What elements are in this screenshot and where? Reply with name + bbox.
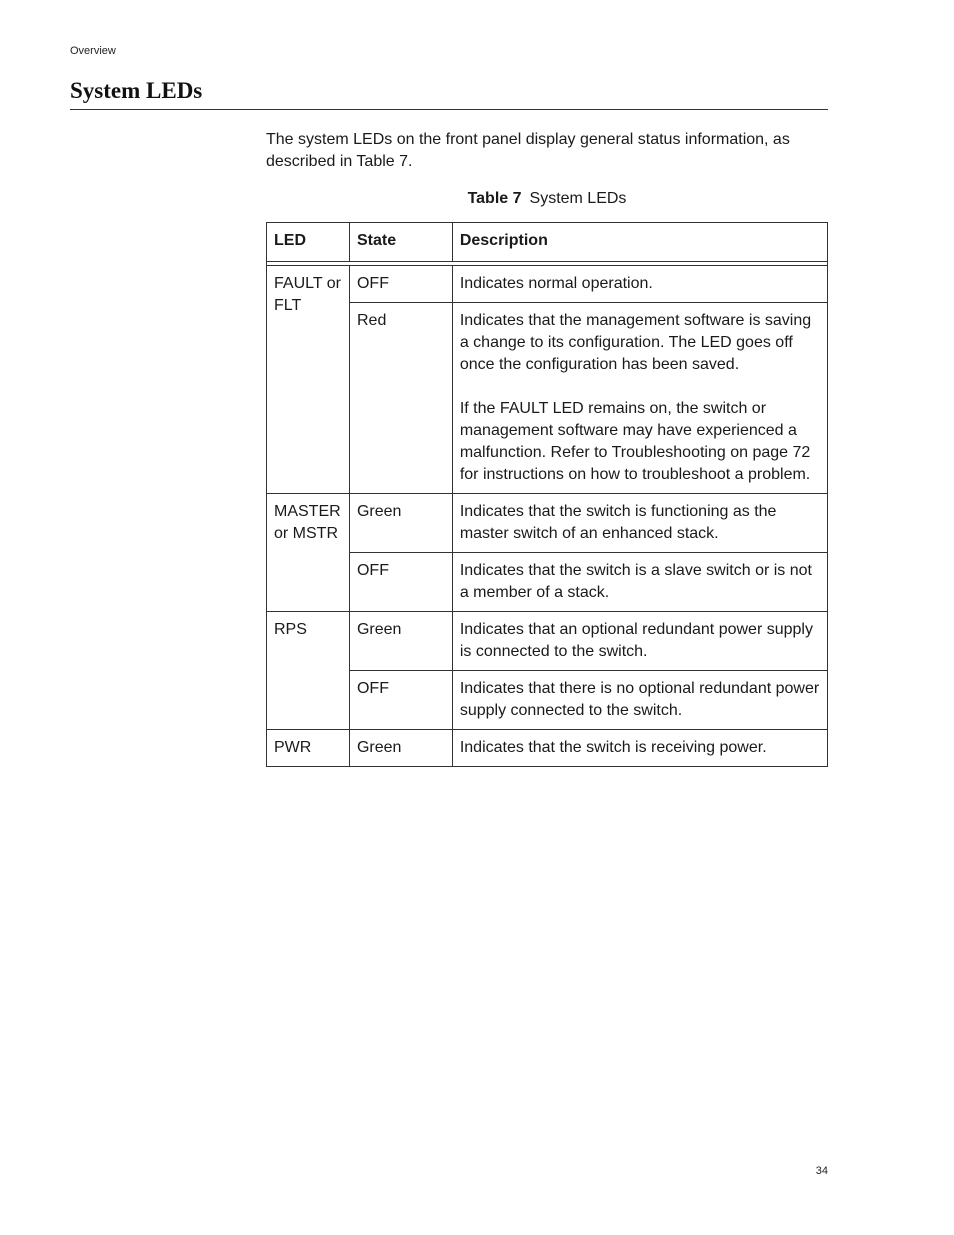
led-name-cell: FAULT or FLT [267, 266, 350, 494]
led-state-cell: Green [349, 730, 452, 767]
led-name-cell: MASTER or MSTR [267, 494, 350, 612]
description-paragraph: Indicates that the switch is receiving power. [459, 739, 767, 756]
page-number: 34 [815, 1165, 828, 1177]
description-paragraph: If the FAULT LED remains on, the switch or management software may have experienced a malfunction. Refer to Troubleshooting on page 72 for instructions on how to troubleshoot a problem. [459, 400, 811, 483]
description-paragraph: Indicates normal operation. [459, 275, 653, 292]
system-leds-table [266, 222, 828, 767]
intro-paragraph: The system LEDs on the front panel display general status information, as described in Table 7. [266, 131, 790, 170]
led-description-cell [452, 494, 827, 553]
header-state: State [349, 223, 452, 262]
table-caption [266, 188, 828, 210]
led-state-cell: OFF [349, 553, 452, 612]
table-caption-title: System LEDs [529, 190, 627, 207]
table-row [267, 303, 828, 494]
description-paragraph: Indicates that the switch is a slave switch or is not a member of a stack. [459, 562, 812, 601]
table-row [267, 266, 828, 303]
table-header-row [267, 223, 828, 262]
led-state-cell: Green [349, 494, 452, 553]
table-body [267, 262, 828, 767]
description-paragraph: Indicates that the switch is functioning as the master switch of an enhanced stack. [459, 503, 777, 542]
table-row [267, 730, 828, 767]
led-description-cell [452, 266, 827, 303]
description-paragraph: Indicates that the management software is saving a change to its configuration. The LED goes off once the configuration has been saved. [459, 312, 812, 373]
description-paragraph: Indicates that an optional redundant power supply is connected to the switch. [459, 621, 813, 660]
running-header: Overview [70, 45, 116, 57]
header-description: Description [452, 223, 827, 262]
table-row [267, 671, 828, 730]
led-description-cell [452, 303, 827, 494]
led-description-cell [452, 671, 827, 730]
led-name-cell: RPS [267, 612, 350, 730]
section-title: System LEDs [70, 78, 203, 103]
led-description-cell [452, 730, 827, 767]
table-row [267, 612, 828, 671]
led-state-cell: OFF [349, 671, 452, 730]
led-state-cell: OFF [349, 266, 452, 303]
led-state-cell: Green [349, 612, 452, 671]
title-rule [70, 109, 828, 110]
table-caption-label: Table 7 [467, 190, 522, 207]
table-row [267, 553, 828, 612]
led-state-cell: Red [349, 303, 452, 494]
table-row [267, 494, 828, 553]
led-name-cell: PWR [267, 730, 350, 767]
header-led: LED [267, 223, 350, 262]
led-description-cell [452, 553, 827, 612]
led-description-cell [452, 612, 827, 671]
description-paragraph: Indicates that there is no optional redundant power supply connected to the switch. [459, 680, 820, 719]
